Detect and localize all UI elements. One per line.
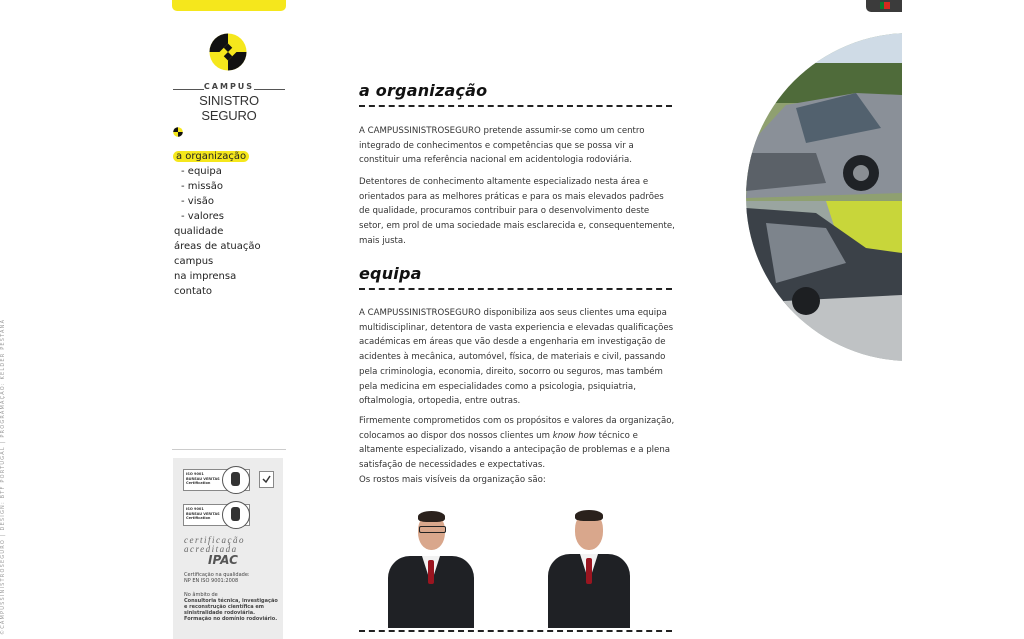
cert-accredited-line1: certificação xyxy=(184,535,245,545)
logo-campus-text: CAMPUS xyxy=(203,82,255,91)
team-member-photo-1[interactable] xyxy=(388,510,474,628)
nav-item-equipa[interactable] xyxy=(174,164,261,179)
ipac-logo: IPAC xyxy=(208,553,238,567)
nav-item-qualidade[interactable] xyxy=(174,224,261,239)
car-crash-photo xyxy=(746,33,902,361)
nav-label: contato xyxy=(174,286,213,297)
nav-label: - missão xyxy=(181,181,223,192)
cert-scope xyxy=(184,592,279,622)
nav-item-campus[interactable] xyxy=(174,254,261,269)
bureau-veritas-seal-icon xyxy=(222,501,250,529)
side-credit: ©CAMPUSSINISTROSEGURO | DESIGN: BTF PORTUGAL | PROGRAMAÇÃO: KELDER PESTANA xyxy=(0,318,6,635)
section-divider xyxy=(359,105,672,107)
nav-item-visao[interactable] xyxy=(174,194,261,209)
cert-accredited-line2: acreditada xyxy=(184,544,238,554)
nav-item-valores[interactable] xyxy=(174,209,261,224)
logo-rule-right xyxy=(254,89,285,90)
nav-label: na imprensa xyxy=(174,271,237,282)
portugal-flag-icon[interactable] xyxy=(880,2,890,9)
nav-item-contato[interactable] xyxy=(174,284,261,299)
nav-item-missao[interactable] xyxy=(174,179,261,194)
equipa-paragraph-1: A CAMPUSSINISTROSEGURO disponibiliza aos seus clientes uma equipa multidisciplinar, detentora de vasta experiencia e elevadas qualificações académicas em áreas que vão desde a engenharia em investigação de acidentes à mecânica, automóvel, física, de materiais e civil, passando pela criminologia, economia, direito, socorro ou seguros, mas também pela medicina em especialidades como a psicologia, psiquiatria, oftalmologia, ortopedia, entre outras. xyxy=(359,308,674,407)
section-divider xyxy=(359,288,672,290)
equipa-p2-end: técnico e altamente especializado, visando a antecipação de problemas e a plena satisfação de necessidades e expectativas. xyxy=(359,430,671,471)
section-title-equipa: equipa xyxy=(359,264,422,283)
organizacao-paragraph-1: A CAMPUSSINISTROSEGURO pretende assumir-se como um centro integrado de conhecimentos e competências que se possa vir a constituir uma referência nacional em acidentologia rodoviária. xyxy=(359,126,645,166)
equipa-p2-start: Firmemente comprometidos com os propósitos e valores da organização, colocamos ao dispor dos nossos clientes um xyxy=(359,416,675,441)
organizacao-paragraph-2: Detentores de conhecimento altamente especializado nesta área e orientados para as melhores práticas e para os mais elevados padrões de qualidade, procuramos contribuir para o desenvolvimento deste setor, em prol de uma sociedade mais esclarecida e, consequentemente, mais justa. xyxy=(359,177,675,246)
nav-label: campus xyxy=(174,256,214,267)
nav-label: - valores xyxy=(181,211,224,222)
nav-item-a-organizacao[interactable] xyxy=(174,149,261,164)
nav-item-na-imprensa[interactable] xyxy=(174,269,261,284)
top-yellow-tab xyxy=(172,0,286,11)
bureau-veritas-text: ISO 9001 BUREAU VERITAS Certification xyxy=(186,507,220,520)
equipa-p3: Os rostos mais visíveis da organização são: xyxy=(359,474,546,485)
nav-marker-icon xyxy=(173,127,183,137)
sidebar-divider xyxy=(172,449,286,450)
equipa-paragraph-2 xyxy=(359,414,675,488)
nav-label: - equipa xyxy=(181,166,222,177)
side-navigation xyxy=(174,149,261,299)
bureau-veritas-text: ISO 9001 BUREAU VERITAS Certification xyxy=(186,472,220,485)
nav-item-areas-de-atuacao[interactable] xyxy=(174,239,261,254)
bureau-veritas-badge xyxy=(183,469,250,491)
bureau-veritas-badge-2 xyxy=(183,504,250,526)
team-member-photo-2[interactable] xyxy=(548,510,630,628)
ukas-check-icon xyxy=(259,471,274,488)
nav-label: a organização xyxy=(173,151,249,162)
logo-name-text[interactable]: SINISTRO SEGURO xyxy=(199,93,259,123)
equipa-p2-emphasis: know how xyxy=(552,430,596,441)
nav-label: qualidade xyxy=(174,226,224,237)
section-title-organizacao: a organização xyxy=(359,81,488,100)
crash-test-target-logo-icon[interactable] xyxy=(209,33,247,71)
nav-label: áreas de atuação xyxy=(174,241,261,252)
cert-scope-text: Consultoria técnica, investigação e reconstrução científica em sinistralidade rodoviária. Formação no domínio rodoviário. xyxy=(184,598,278,622)
nav-label: - visão xyxy=(181,196,214,207)
bureau-veritas-seal-icon xyxy=(222,466,250,494)
section-divider-bottom xyxy=(359,630,672,632)
certification-panel xyxy=(173,458,283,639)
cert-scope-label: No âmbito de xyxy=(184,592,218,598)
cert-quality-text: Certificação na qualidade: NP EN ISO 9001:2008 xyxy=(184,572,250,584)
